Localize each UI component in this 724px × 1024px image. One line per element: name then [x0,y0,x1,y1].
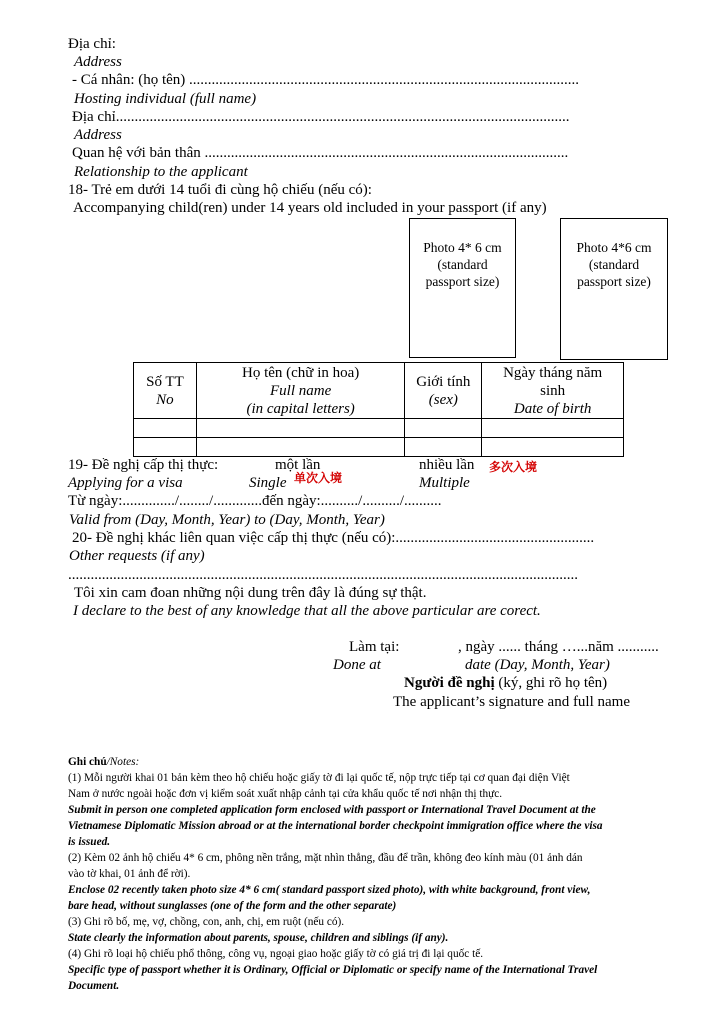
notes-title [68,755,139,771]
notes-title-vi: Ghi chú [68,756,107,768]
col-sex-header [405,363,482,419]
children-table [133,362,624,457]
address-label-en: Address [74,54,122,70]
note-4-line-3-en: Document. [68,980,120,992]
photo-box-1-line1: Photo 4* 6 cm [423,240,502,255]
date-label-en: date (Day, Month, Year) [465,657,610,673]
note-4-line-2-en: Specific type of passport whether it is Ordinary, Official or Diplomatic or specify name of the International Travel [68,964,598,976]
host-address-field[interactable]: Địa chỉ......................................................................................................................... [72,109,570,125]
col-dob-en: Date of birth [513,400,592,417]
notes-title-en: /Notes: [106,756,140,768]
section-18-title-vi: 18- Trẻ em dưới 14 tuổi đi cùng hộ chiếu (nếu có): [68,182,372,198]
applicant-label-note: (ký, ghi rõ họ tên) [498,675,608,691]
col-sex-en: (sex) [428,391,458,408]
relationship-field[interactable]: Quan hệ với bản thân ................................................................................................. [72,145,569,161]
table-row [134,438,624,457]
visa-single-chinese-annotation: 单次入境 [294,471,343,485]
section-19-title-vi: 19- Đề nghị cấp thị thực: [68,457,219,473]
applicant-label-bold: Người đề nghị [404,675,495,691]
note-2-line-4-en: bare head, without sunglasses (one of the form and the other separate) [68,900,397,912]
visa-single-option-vi[interactable]: một lần [275,457,321,473]
table-cell[interactable] [134,438,197,457]
note-2-line-2: vào tờ khai, 01 ảnh để rời). [68,868,191,880]
note-2-line-1: (2) Kèm 02 ảnh hộ chiếu 4* 6 cm, phông nền trắng, mặt nhìn thẳng, đầu để trần, không đeo kính màu (01 ảnh dán [68,852,583,864]
table-cell[interactable] [482,438,624,457]
host-address-label-en: Address [74,127,122,143]
table-cell[interactable] [134,419,197,438]
col-sex-vi: Giới tính [416,373,471,390]
applicant-label-vi [404,674,607,692]
section-18-title-en: Accompanying child(ren) under 14 years old included in your passport (if any) [73,200,547,216]
date-field-vi[interactable]: , ngày ...... tháng …...năm ........... [458,639,659,655]
col-number-en: No [156,391,174,408]
photo-box-1 [409,218,516,358]
declaration-en: I declare to the best of any knowledge that all the above particular are corect. [73,603,541,619]
table-cell[interactable] [482,419,624,438]
section-19-title-en: Applying for a visa [68,475,183,491]
visa-multiple-option-vi[interactable]: nhiều lần [419,457,475,473]
notes-section [68,755,693,995]
col-dob-header [482,363,624,419]
visa-validity-label-en: Valid from (Day, Month, Year) to (Day, Month, Year) [69,512,385,528]
col-fullname-en: Full name [270,382,332,399]
relationship-label-en: Relationship to the applicant [74,164,248,180]
host-individual-label-en: Hosting individual (full name) [74,91,257,107]
photo-box-2-line3: passport size) [577,274,651,289]
declaration-vi: Tôi xin cam đoan những nội dung trên đây là đúng sự thật. [74,585,427,601]
note-1-line-2: Nam ở nước ngoài hoặc đơn vị kiểm soát xuất nhập cảnh tại cửa khẩu quốc tế nơi nhận thị thực. [68,788,503,800]
note-1-line-3-en: Submit in person one completed application form enclosed with passport or International Travel Document at the [68,804,596,816]
note-1-line-1: (1) Mỗi người khai 01 bản kèm theo hộ chiếu hoặc giấy tờ đi lại quốc tế, nộp trực tiếp tại cơ quan đại diện Việt [68,772,570,784]
photo-box-2 [560,218,668,360]
col-fullname-vi: Họ tên (chữ in hoa) [242,364,360,381]
applicant-signature-label-en: The applicant’s signature and full name [393,694,631,710]
host-individual-field[interactable]: - Cá nhân: (họ tên) ........................................................................................................ [72,72,580,88]
note-3-line-2-en: State clearly the information about parents, spouse, children and siblings (if any). [68,932,449,944]
col-fullname-en-note: (in capital letters) [246,400,355,417]
visa-validity-field[interactable]: Từ ngày:............../......../.............đến ngày:........../........../.......... [68,493,442,509]
table-cell[interactable] [196,419,405,438]
note-2-line-3-en: Enclose 02 recently taken photo size 4* 6 cm( standard passport sized photo), with white background, front view, [68,884,591,896]
note-3-line-1: (3) Ghi rõ bố, mẹ, vợ, chồng, con, anh, chị, em ruột (nếu có). [68,916,345,928]
table-cell[interactable] [196,438,405,457]
visa-multiple-chinese-annotation: 多次入境 [489,460,538,474]
visa-single-option-en: Single [249,475,287,491]
photo-box-1-line2: (standard [437,257,488,272]
table-header-row [134,363,624,419]
table-cell[interactable] [405,419,482,438]
photo-box-1-line3: passport size) [425,274,500,289]
col-number-vi: Số TT [146,373,184,390]
visa-multiple-option-en: Multiple [419,475,470,491]
col-number-header [134,363,197,419]
table-cell[interactable] [405,438,482,457]
place-label-en: Done at [333,657,381,673]
place-label-vi: Làm tại: [349,639,400,655]
photo-box-2-line2: (standard [588,257,640,272]
photo-box-2-line1: Photo 4*6 cm [576,240,652,255]
note-1-line-4-en: Vietnamese Diplomatic Mission abroad or at the international border checkpoint immigration office where the visa [68,820,603,832]
col-fullname-header [196,363,405,419]
other-requests-field[interactable]: 20- Đề nghị khác liên quan việc cấp thị thực (nếu có):..................................................... [72,530,595,546]
other-requests-label-en: Other requests (if any) [69,548,205,564]
table-row [134,419,624,438]
note-1-line-5-en: is issued. [68,836,111,848]
other-requests-dotted-line[interactable]: ........................................................................................................................................ [68,567,578,583]
col-dob-vi-2: sinh [540,382,566,399]
address-label-vi: Địa chỉ: [68,36,116,52]
col-dob-vi-1: Ngày tháng năm [503,364,603,381]
note-4-line-1: (4) Ghi rõ loại hộ chiếu phổ thông, công vụ, ngoại giao hoặc giấy tờ có giá trị đi lại quốc tế. [68,948,484,960]
